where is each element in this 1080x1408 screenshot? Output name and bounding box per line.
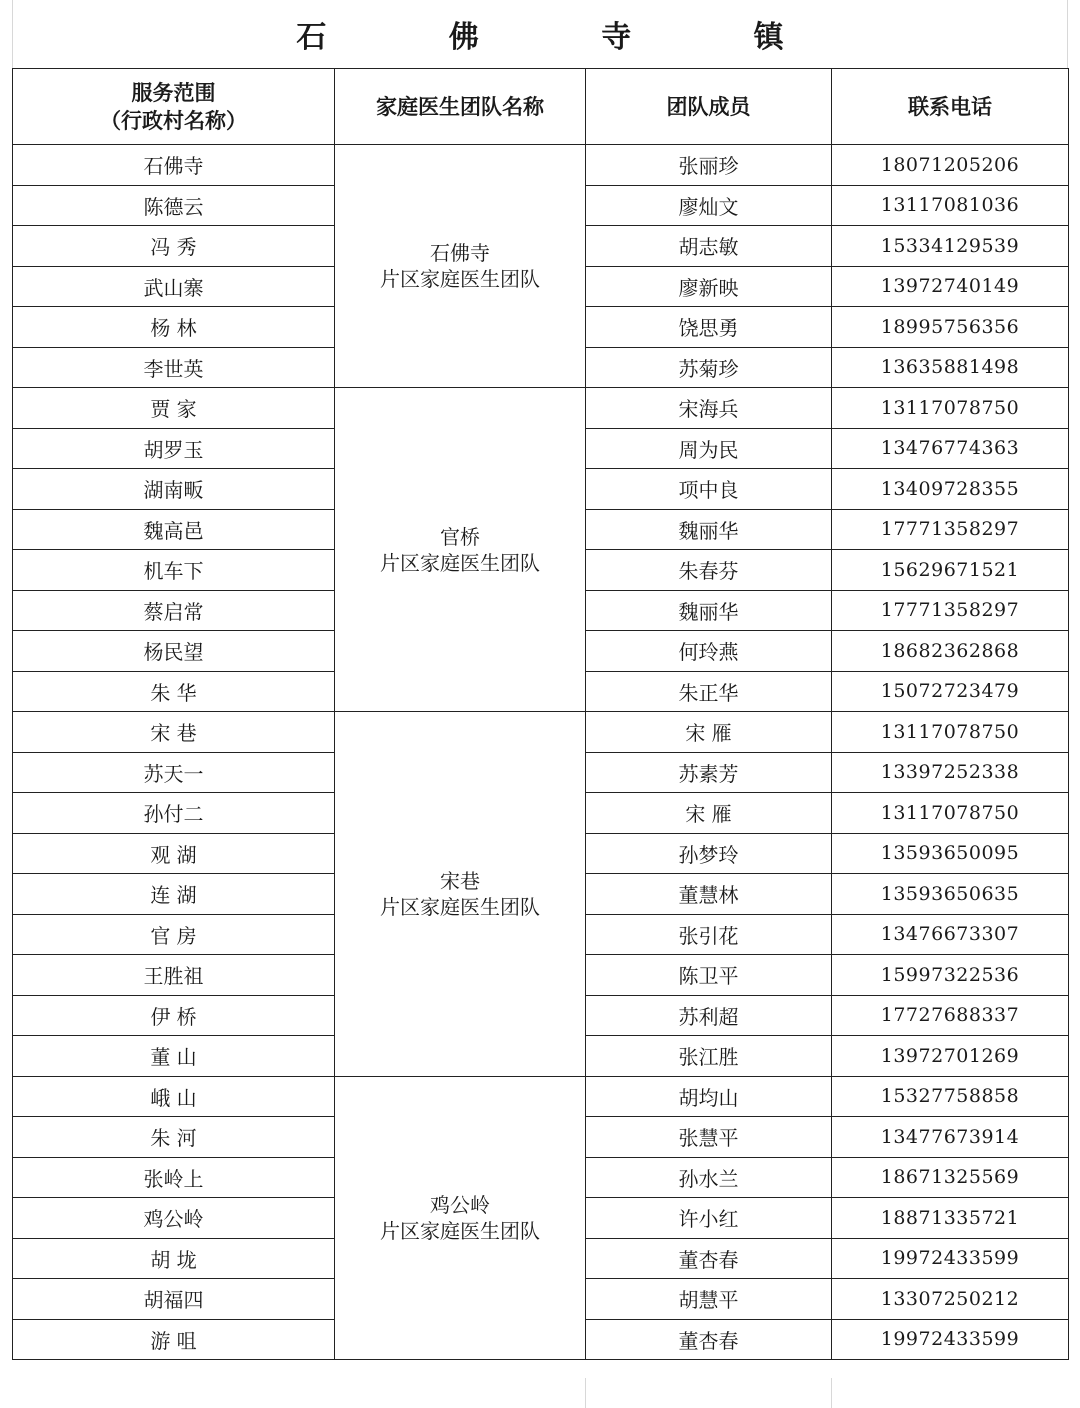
member-cell: 苏菊珍: [586, 347, 832, 388]
phone-cell: 13117078750: [832, 712, 1069, 753]
phone-cell: 13397252338: [832, 752, 1069, 793]
team-name-cell: [335, 145, 586, 388]
member-cell: 宋 雁: [586, 712, 832, 753]
table-row: [13, 1076, 1069, 1117]
member-cell: 董慧林: [586, 874, 832, 915]
village-cell: 李世英: [13, 347, 335, 388]
member-cell: 张慧平: [586, 1117, 832, 1158]
phone-cell: 13972740149: [832, 266, 1069, 307]
village-cell: 杨民望: [13, 631, 335, 672]
village-cell: 张岭上: [13, 1157, 335, 1198]
village-cell: 湖南畈: [13, 469, 335, 510]
phone-cell: 19972433599: [832, 1319, 1069, 1360]
phone-cell: 18671325569: [832, 1157, 1069, 1198]
village-cell: 武山寨: [13, 266, 335, 307]
sheet-gridline: [831, 1378, 832, 1408]
phone-cell: 18682362868: [832, 631, 1069, 672]
member-cell: 宋海兵: [586, 388, 832, 429]
phone-cell: 17771358297: [832, 509, 1069, 550]
member-cell: 张引花: [586, 914, 832, 955]
member-cell: 张江胜: [586, 1036, 832, 1077]
village-cell: 连 湖: [13, 874, 335, 915]
team-name-line1: 石佛寺: [430, 241, 490, 265]
phone-cell: 15334129539: [832, 226, 1069, 267]
phone-cell: 18995756356: [832, 307, 1069, 348]
phone-cell: 15072723479: [832, 671, 1069, 712]
member-cell: 饶思勇: [586, 307, 832, 348]
member-cell: 魏丽华: [586, 590, 832, 631]
village-cell: 孙付二: [13, 793, 335, 834]
team-name-cell: [335, 388, 586, 712]
phone-cell: 13117078750: [832, 793, 1069, 834]
header-phone: 联系电话: [832, 69, 1069, 145]
phone-cell: 13307250212: [832, 1279, 1069, 1320]
village-cell: 游 咀: [13, 1319, 335, 1360]
village-cell: 宋 巷: [13, 712, 335, 753]
village-cell: 王胜祖: [13, 955, 335, 996]
team-name-line2: 片区家庭医生团队: [380, 550, 540, 575]
phone-cell: 17771358297: [832, 590, 1069, 631]
team-name-line2: 片区家庭医生团队: [380, 1218, 540, 1243]
header-team-members: 团队成员: [586, 69, 832, 145]
member-cell: 廖灿文: [586, 185, 832, 226]
village-cell: 苏天一: [13, 752, 335, 793]
table-row: [13, 712, 1069, 753]
village-cell: 伊 桥: [13, 995, 335, 1036]
phone-cell: 13635881498: [832, 347, 1069, 388]
village-cell: 胡 垅: [13, 1238, 335, 1279]
member-cell: 魏丽华: [586, 509, 832, 550]
phone-cell: 15629671521: [832, 550, 1069, 591]
village-cell: 冯 秀: [13, 226, 335, 267]
table-row: [13, 388, 1069, 429]
phone-cell: 15997322536: [832, 955, 1069, 996]
village-cell: 杨 林: [13, 307, 335, 348]
team-name-line2: 片区家庭医生团队: [380, 267, 540, 291]
phone-cell: 13117078750: [832, 388, 1069, 429]
member-cell: 项中良: [586, 469, 832, 510]
phone-cell: 17727688337: [832, 995, 1069, 1036]
village-cell: 鸡公岭: [13, 1198, 335, 1239]
phone-cell: 19972433599: [832, 1238, 1069, 1279]
member-cell: 许小红: [586, 1198, 832, 1239]
member-cell: 宋 雁: [586, 793, 832, 834]
member-cell: 董杏春: [586, 1238, 832, 1279]
village-cell: 胡福四: [13, 1279, 335, 1320]
village-cell: 魏高邑: [13, 509, 335, 550]
village-cell: 胡罗玉: [13, 428, 335, 469]
team-name-line2: 片区家庭医生团队: [380, 894, 540, 919]
member-cell: 孙水兰: [586, 1157, 832, 1198]
page-title: 石 佛 寺 镇: [296, 20, 840, 55]
phone-cell: 18871335721: [832, 1198, 1069, 1239]
header-scope-line2: （行政村名称）: [100, 107, 247, 133]
phone-cell: 13117081036: [832, 185, 1069, 226]
phone-cell: 13593650095: [832, 833, 1069, 874]
member-cell: 苏素芳: [586, 752, 832, 793]
member-cell: 朱春芬: [586, 550, 832, 591]
team-name-cell: [335, 1076, 586, 1360]
village-cell: 官 房: [13, 914, 335, 955]
phone-cell: 18071205206: [832, 145, 1069, 186]
village-cell: 观 湖: [13, 833, 335, 874]
member-cell: 苏利超: [586, 995, 832, 1036]
village-cell: 陈德云: [13, 185, 335, 226]
header-row: [13, 69, 1069, 145]
member-cell: 孙梦玲: [586, 833, 832, 874]
phone-cell: 15327758858: [832, 1076, 1069, 1117]
member-cell: 胡志敏: [586, 226, 832, 267]
member-cell: 胡均山: [586, 1076, 832, 1117]
phone-cell: 13476774363: [832, 428, 1069, 469]
team-name-line1: 宋巷: [440, 868, 480, 893]
member-cell: 陈卫平: [586, 955, 832, 996]
member-cell: 周为民: [586, 428, 832, 469]
team-name-line1: 官桥: [440, 524, 480, 549]
member-cell: 张丽珍: [586, 145, 832, 186]
sheet-gridline: [585, 1378, 586, 1408]
village-cell: 董 山: [13, 1036, 335, 1077]
member-cell: 何玲燕: [586, 631, 832, 672]
phone-cell: 13477673914: [832, 1117, 1069, 1158]
member-cell: 董杏春: [586, 1319, 832, 1360]
member-cell: 朱正华: [586, 671, 832, 712]
village-cell: 朱 河: [13, 1117, 335, 1158]
table-body: [13, 145, 1069, 1360]
village-cell: 石佛寺: [13, 145, 335, 186]
member-cell: 胡慧平: [586, 1279, 832, 1320]
team-name-line1: 鸡公岭: [430, 1192, 490, 1217]
phone-cell: 13409728355: [832, 469, 1069, 510]
header-service-scope: [13, 69, 335, 145]
village-cell: 朱 华: [13, 671, 335, 712]
member-cell: 廖新映: [586, 266, 832, 307]
village-cell: 贾 家: [13, 388, 335, 429]
phone-cell: 13476673307: [832, 914, 1069, 955]
village-cell: 峨 山: [13, 1076, 335, 1117]
team-name-cell: [335, 712, 586, 1077]
village-cell: 蔡启常: [13, 590, 335, 631]
table-row: [13, 145, 1069, 186]
family-doctor-table: [12, 68, 1069, 1360]
phone-cell: 13972701269: [832, 1036, 1069, 1077]
header-scope-line1: 服务范围: [131, 79, 216, 105]
village-cell: 机车下: [13, 550, 335, 591]
header-team-name: 家庭医生团队名称: [335, 69, 586, 145]
phone-cell: 13593650635: [832, 874, 1069, 915]
